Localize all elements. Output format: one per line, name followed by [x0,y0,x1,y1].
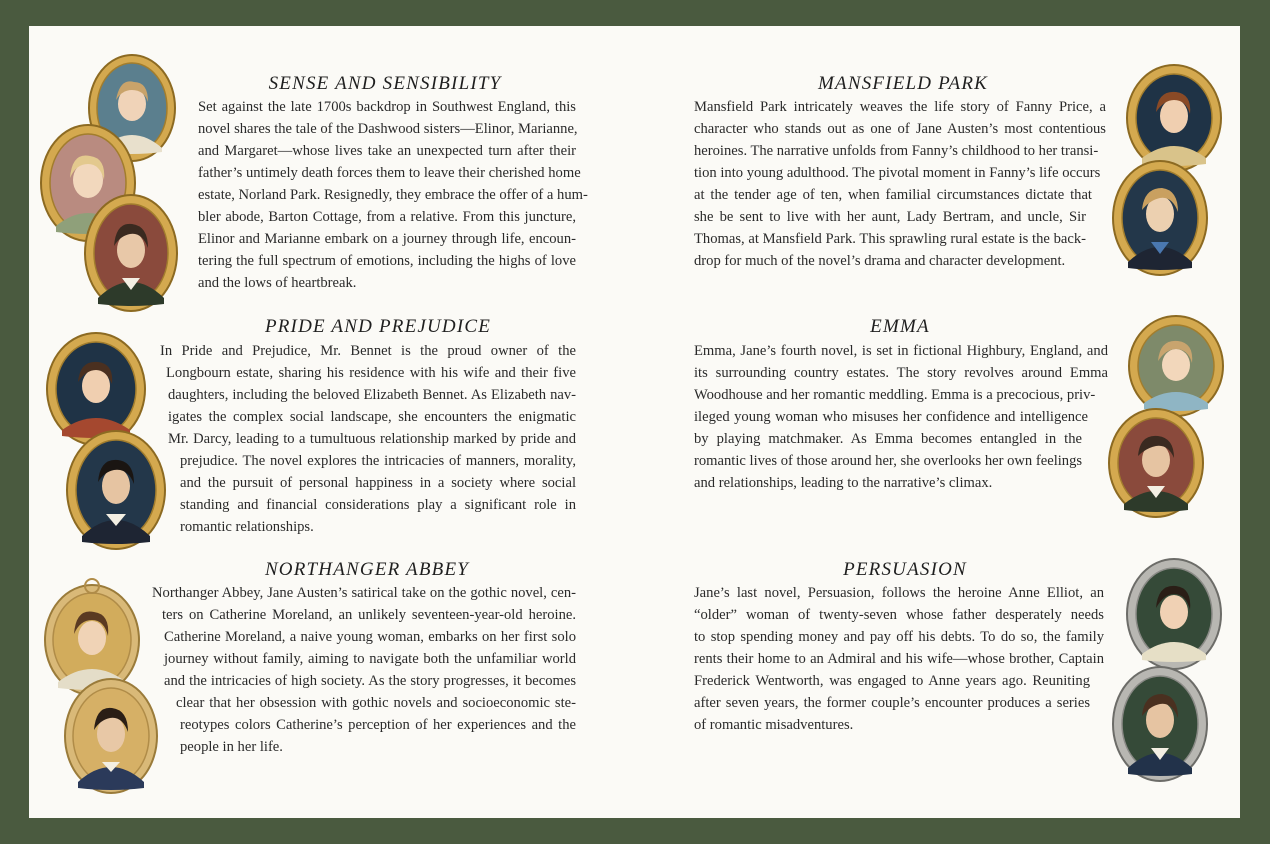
sense-title: SENSE AND SENSIBILITY [268,73,502,94]
text-line: its surrounding country estates. The story revolves around Emma [694,365,1108,381]
text-line: daughters, including the beloved Elizabeth Bennet. As Elizabeth nav- [168,387,576,403]
text-line: and the pursuit of personal happiness in a society where social [180,475,576,491]
text-line: character who stands out as one of Jane Austen’s most contentious [694,121,1106,137]
text-line: Frederick Wentworth, was engaged to Anne years ago. Reuniting [694,673,1090,689]
emma-title: EMMA [870,316,930,337]
text-line: Set against the late 1700s backdrop in Southwest England, this [198,99,576,115]
text-line: prejudice. The novel explores the intricacies of manners, morality, [180,453,576,469]
mansfield-title: MANSFIELD PARK [817,73,989,94]
text-line: at the tender age of ten, when familial circumstances dictate that [694,187,1092,203]
northanger-title: NORTHANGER ABBEY [264,559,470,580]
text-line: she be sent to live with her aunt, Lady Bertram, and uncle, Sir [694,209,1086,225]
text-line: Mansfield Park intricately weaves the life story of Fanny Price, a [694,99,1106,115]
text-line: and the lows of heartbreak. [198,275,357,291]
pride-title: PRIDE AND PREJUDICE [264,316,492,337]
text-line: In Pride and Prejudice, Mr. Bennet is the proud owner of the [160,343,576,359]
portrait-wentworth [1110,664,1210,784]
text-line: by playing matchmaker. As Emma becomes entangled in the [694,431,1082,447]
persuasion-title: PERSUASION [843,559,967,580]
text-line: ters on Catherine Moreland, an unlikely seventeen-year-old heroine. [162,607,576,623]
text-line: bler abode, Barton Cottage, from a relative. From this juncture, [198,209,576,225]
portrait-knightley [1106,406,1206,520]
text-line: to stop spending money and pay off his debts. To do so, the family [694,629,1104,645]
portrait-henry [62,676,160,796]
text-line: rents their home to an Admiral and his wife—whose brother, Captain [694,651,1104,667]
pride-body [160,340,576,538]
portrait-edmund [1110,158,1210,278]
persuasion-body [694,582,1104,736]
text-line: Jane’s last novel, Persuasion, follows the heroine Anne Elliot, an [694,585,1104,601]
text-line: Mr. Darcy, leading to a tumultuous relationship marked by pride and [168,431,576,447]
portrait-anne [1124,554,1224,672]
text-line: tion into young adulthood. The pivotal moment in Fanny’s life occurs [694,165,1101,181]
portrait-emma [1126,313,1226,419]
mansfield-body [694,96,1106,272]
text-line: drop for much of the novel’s drama and character development. [694,253,1066,269]
text-line: standing and financial considerations play a significant role in [180,497,576,513]
text-line: Longbourn estate, sharing his residence with his wife and their five [166,365,576,381]
text-line: romantic relationships. [180,519,314,535]
text-line: of romantic misadventures. [694,717,854,733]
sense-body [198,96,588,294]
text-line: people in her life. [180,739,283,755]
portrait-edward [82,192,180,314]
text-line: reotypes colors Catherine’s perception of her experiences and the [180,717,576,733]
text-line: clear that her obsession with gothic novels and socioeconomic ste- [176,695,576,711]
northanger-body [152,582,576,758]
text-line: igates the complex social landscape, she encounters the enigmatic [168,409,576,425]
text-line: Woodhouse and her romantic meddling. Emma is a precocious, priv- [694,387,1096,403]
text-line: after seven years, the former couple’s encounter produces a series [694,695,1090,711]
text-line: Emma, Jane’s fourth novel, is set in fictional Highbury, England, and [694,343,1108,359]
text-line: novel shares the tale of the Dashwood sisters—Elinor, Marianne, [198,121,578,137]
text-line: heroines. The narrative unfolds from Fanny’s childhood to her transi- [694,143,1099,159]
text-line: and relationships, leading to the narrative’s climax. [694,475,993,491]
text-line: Northanger Abbey, Jane Austen’s satirical take on the gothic novel, cen- [152,585,576,601]
text-line: “older” woman of twenty-seven whose father desperately needs [694,607,1104,623]
text-line: tering the full spectrum of emotions, including the highs of love [198,253,576,269]
text-line: ileged young woman who misuses her confidence and intelligence [694,409,1088,425]
text-line: Elinor and Marianne embark on a journey through life, encoun- [198,231,576,247]
text-line: and Margaret—whose lives take an unexpected turn after their [198,143,576,159]
text-line: estate, Norland Park. Resignedly, they embrace the offer of a hum- [198,187,588,203]
text-line: Catherine Moreland, a naive young woman, embarks on her first solo [164,629,576,645]
emma-body [694,340,1108,494]
text-line: journey without family, aiming to navigate both the unfamiliar world [164,651,576,667]
text-line: father’s untimely death forces them to leave their cherished home [198,165,581,181]
text-line: and the intricacies of high society. As the story progresses, it becomes [164,673,576,689]
text-line: Thomas, at Mansfield Park. This sprawling rural estate is the back- [694,231,1086,247]
portrait-darcy [64,428,168,552]
text-line: romantic lives of those around her, she overlooks her own feelings [694,453,1083,469]
